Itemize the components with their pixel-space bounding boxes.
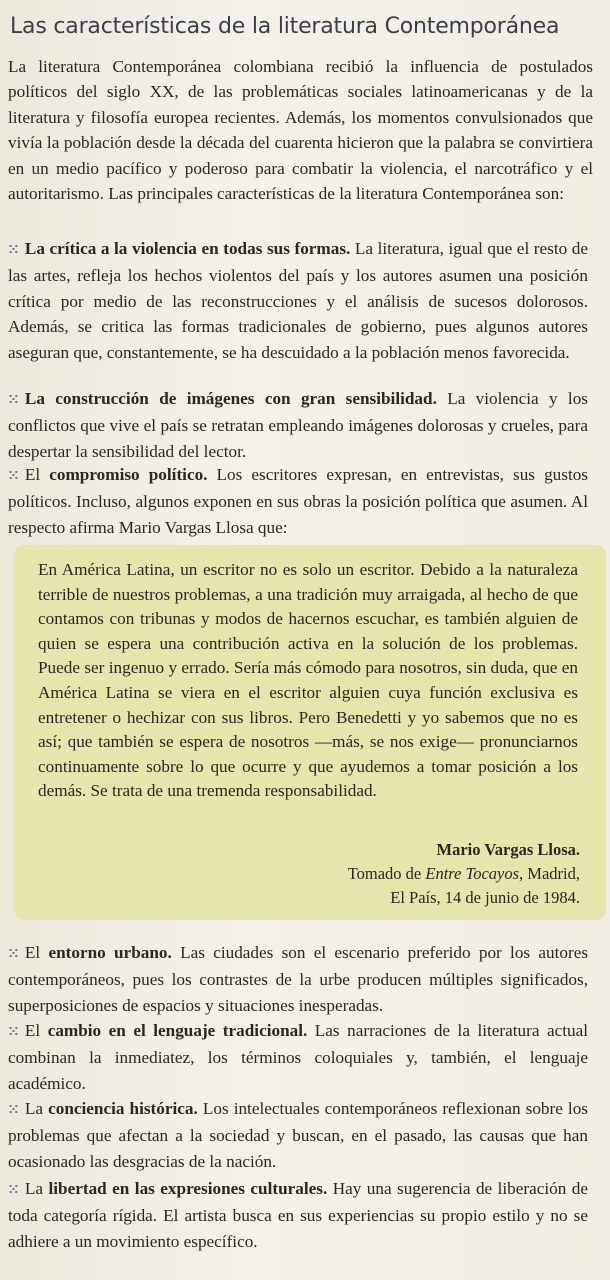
list-item-cultural-freedom <box>8 1176 588 1254</box>
item-text: Los escritores expresan, en entrevistas, sus gustos políticos. Incluso, algunos exponen en sus obras la posición política que asumen. Al respecto afirma Mario Vargas Llosa que: <box>8 465 589 537</box>
bullet-icon: ⁙ <box>8 1183 19 1198</box>
item-lead: compromiso político. <box>49 465 208 484</box>
bullet-icon: ⁙ <box>8 1025 19 1040</box>
intro-paragraph: La literatura Contemporánea colombiana recibió la influencia de postulados políticos del siglo XX, de las problemáticas sociales latinoamericanas y de la literatura y filosofía europea recientes. Además, los momentos convulsionados que vivía la población desde la década del cuarenta hicieron que la palabra se convirtiera en un medio pacífico y poderoso para combatir la violencia, el narcotráfico y el autoritarismo. Las principales características de la literatura Contemporánea son: <box>8 57 593 204</box>
list-item-language-change <box>8 1018 588 1096</box>
item-lead: La crítica a la violencia en todas sus formas. <box>24 239 351 258</box>
item-text: Las ciudades son el escenario preferido por los autores contemporáneos, pues los contrastes de la urbe producen múltiples significados, superposiciones de espacios y situaciones inesperadas. <box>8 943 589 1015</box>
quote-date: El País, 14 de junio de 1984. <box>390 888 580 907</box>
item-lead: libertad en las expresiones culturales. <box>48 1179 328 1198</box>
bullet-icon: ⁙ <box>8 469 19 484</box>
item-lead: cambio en el lenguaje tradicional. <box>47 1021 308 1040</box>
item-prefix: La <box>24 1179 49 1198</box>
source-suffix: , Madrid, <box>519 864 580 883</box>
list-item-sensitive-images <box>8 386 588 464</box>
item-prefix: El <box>24 1021 48 1040</box>
item-text: La violencia y los conflictos que vive el país se retratan empleando imágenes dolorosas y crueles, para despertar la sensibilidad del lector. <box>8 389 588 461</box>
item-text: Los intelectuales contemporáneos reflexionan sobre los problemas que afectan a la sociedad y buscan, en el pasado, las causas que han ocasionado las desgracias de la nación. <box>8 1099 588 1171</box>
item-prefix: El <box>24 943 49 962</box>
list-item-urban-setting <box>8 940 588 1018</box>
item-text: Las narraciones de la literatura actual combinan la inmediatez, los términos coloquiales y, también, el lenguaje académico. <box>8 1021 589 1093</box>
quote-source <box>220 862 580 886</box>
list-item-historical-awareness <box>8 1096 588 1174</box>
quote-attribution <box>220 838 580 910</box>
page-title: Las características de la literatura Contemporánea <box>10 14 560 39</box>
bullet-icon: ⁙ <box>8 1103 19 1118</box>
quote-author: Mario Vargas Llosa. <box>436 840 580 859</box>
bullet-icon: ⁙ <box>8 393 19 408</box>
item-text: Hay una sugerencia de liberación de toda categoría rígida. El artista busca en sus experiencias su propio estilo y no se adhiere a un movimiento específico. <box>8 1179 588 1251</box>
quote-text: En América Latina, un escritor no es solo un escritor. Debido a la naturaleza terrible de nuestros problemas, a una tradición muy arraigada, al hecho de que contamos con tribunas y modos de hacernos escuchar, es también alguien de quien se espera una contribución activa en la solución de los problemas. Puede ser ingenuo y errado. Sería más cómodo para nosotros, sin duda, que en América Latina se viera en el escritor alguien cuya función exclusiva es entretener o hechizar con sus libros. Pero Benedetti y yo sabemos que no es así; que también se espera de nosotros —más, se nos exige— pronunciarnos continuamente sobre lo que ocurre y que ayudemos a tomar posición a los demás. Se trata de una tremenda responsabilidad. <box>38 560 578 801</box>
item-lead: entorno urbano. <box>48 943 172 962</box>
bullet-icon: ⁙ <box>8 947 19 962</box>
item-prefix: El <box>24 465 50 484</box>
item-lead: conciencia histórica. <box>48 1099 198 1118</box>
item-text: La literatura, igual que el resto de las artes, refleja los hechos violentos del país y los autores asumen una posición crítica por medio de las reconstrucciones y el análisis de sucesos dolorosos. Además, se critica las formas tradicionales de gobierno, pues algunos autores aseguran que, constantemente, se ha descuidado a la población menos favorecida. <box>8 239 588 362</box>
list-item-political-commitment <box>8 462 588 540</box>
source-prefix: Tomado de <box>347 864 426 883</box>
item-lead: La construcción de imágenes con gran sensibilidad. <box>24 389 437 408</box>
item-prefix: La <box>24 1099 49 1118</box>
list-item-violence-critique <box>8 236 588 365</box>
source-title: Entre Tocayos <box>425 864 520 883</box>
bullet-icon: ⁙ <box>8 243 19 258</box>
